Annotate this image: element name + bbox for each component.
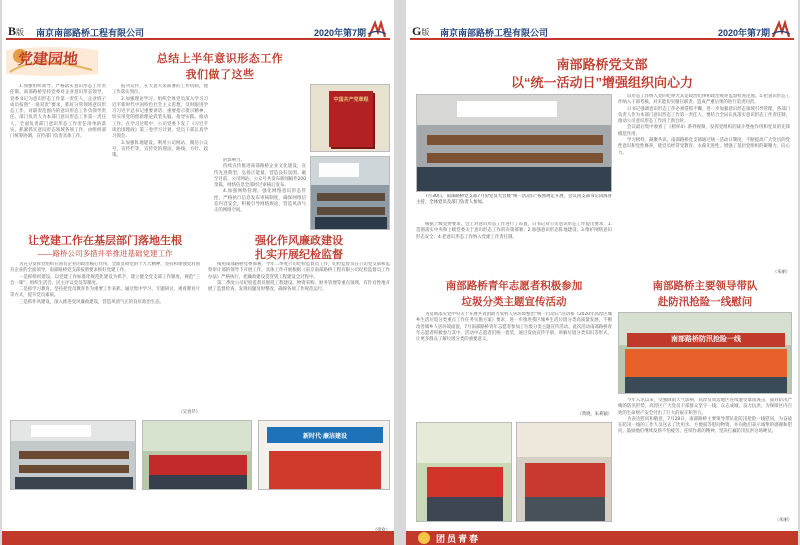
branch-photo-caption: 7月30日，南部路桥党支部7月份党员大会暨“统一活动日”按照规定开展，会议由支部书记田海青主持，全体党员及部门负责人参加。 bbox=[416, 194, 612, 206]
volunteer-title-2: 垃圾分类主题宣传活动 bbox=[461, 296, 567, 308]
event-banner-photo bbox=[258, 420, 390, 490]
supervise-title-2: 扎实开展纪检监督 bbox=[255, 249, 343, 261]
footer-bar bbox=[406, 531, 798, 545]
logo-icon bbox=[770, 18, 792, 40]
branch-text-col1: 根据上级党委要求，会上对意识形态工作进行了布置，日书记对公司意识形态工作提出要求：1.贯彻落实中央和上级党委关于意识形态工作的决策部署；2.加强意识形态阵地建设；3.维护网络意识形态安全；4.把意识形态工作纳入党建工作责任制。 bbox=[416, 222, 612, 240]
party-building-title: 让党建工作在基层部门落地生根 bbox=[28, 235, 182, 247]
issue-number: 2020年第7期 bbox=[717, 28, 770, 38]
party-building-author: （吴春芹） bbox=[178, 410, 200, 415]
book-photo bbox=[310, 84, 390, 152]
volunteer-title-1: 南部路桥青年志愿者积极参加 bbox=[445, 280, 583, 292]
branch-meeting-photo bbox=[416, 94, 612, 192]
volunteer-text: 为贯彻落实党中央关于开展共青团助力农村人居环境整治“统一行动日”活动和《2020年高淳区城乡生活垃圾分类重点工作任务实施方案》要求，进一步推进我区城乡生活垃圾分类高质量发展，不断改善城乡人居环境面貌，7月南部路桥青年志愿者参加了垃圾分类主题宣传活动。此次活动南部路桥青年志愿者积极参与其中，活动中志愿者们统一着装，通过发放宣传手册、讲解垃圾分类知识等形式，让更多群众了解垃圾分类的重要意义。 bbox=[416, 312, 612, 343]
logo-icon bbox=[366, 18, 388, 40]
version-label: G版 bbox=[412, 24, 430, 38]
headline-ideology-1: 总结上半年意识形态工作 bbox=[156, 53, 284, 65]
leader-title-2: 赴防汛抢险一线慰问 bbox=[657, 296, 753, 308]
leader-author: （朱丽） bbox=[774, 518, 792, 523]
party-meeting-photo bbox=[10, 420, 136, 490]
headline-ideology-2: 我们做了这些 bbox=[185, 69, 255, 81]
footer-title: 团员青春 bbox=[436, 535, 481, 545]
issue-number: 2020年第7期 bbox=[313, 28, 366, 38]
main-title-1: 南部路桥党支部 bbox=[556, 57, 648, 72]
supervise-title-1: 强化作风廉政建设 bbox=[255, 235, 343, 247]
leader-text: 今年入汛以来，受强降雨天气影响，高淳及周边地区连续遭受暴雨袭击，面对防汛严峻的防汛形势，高淳区广大党员干部群众坚守一线，众志成城，奋力抗洪，为保障区内百姓的生命财产安全付出了巨大的艰辛和努力。 为表达慰问和敬意，7月28日，南部路桥主要领导带队赴防汛抢险一线慰问，为奋战在防汛一线的工作人员送去了饮用水、方便面等慰问物资，并向他们表示诚挚的感谢和慰问，鼓励他们继续发扬不怕疲劳、连续作战的精神，坚决打赢防汛抗洪这场硬仗。 bbox=[618, 398, 792, 435]
theme-banner-text: 新时代·廉洁建设 bbox=[303, 434, 347, 440]
page-header bbox=[6, 24, 390, 40]
volunteer-photo-left bbox=[416, 422, 512, 522]
leader-title-1: 南部路桥主要领导带队 bbox=[652, 280, 758, 292]
meeting-photo bbox=[310, 156, 390, 230]
volunteer-group-photo bbox=[142, 420, 252, 490]
volunteer-photo-right bbox=[516, 422, 612, 522]
version-label: B版 bbox=[8, 24, 25, 38]
page-g bbox=[406, 0, 798, 545]
column-title: 党建园地 bbox=[17, 50, 79, 68]
branch-author: （朱丽） bbox=[772, 270, 790, 275]
ideology-text-col3: 的影响力。 持续宣传推进南部路桥企业文化建设，宣传先进典型，弘扬正能量，营造良好氛围。截至目前，公司网站、公众号共发布新闻稿件200余篇，网络信息全部经过审核后发布。 4.加强网络管理。强化网络意识形态管控，严格执行信息发布审核制度，确保网络信息内容安全，积极引导网络舆论，营造风清气正的网络空间。 bbox=[214, 158, 306, 214]
volunteer-author: （黄晓、朱莉颖） bbox=[577, 412, 612, 417]
supervise-text-bottom bbox=[208, 498, 390, 528]
paper-name: 南京南部路桥工程有限公司 bbox=[36, 28, 145, 38]
paper-name: 南京南部路桥工程有限公司 bbox=[440, 28, 549, 38]
party-building-text: 为充分发挥党组织在国有企业的政治核心作用，全面贯彻党的十九大精神，坚持和加强党对国有企业的全面领导，南部路桥党支部按照要求抓好党建工作。 一是抓组织建设，以党建工作标准化规范化建设为抓手，建立健全党支部工作制度，规范“三会一课”、组织生活会、民主评议党员等制度。 二是抓学习教育。坚持把党员教育作为重要工作来抓，通过集中学习、专题研讨、观看教育片等方式，提升党员素质。 三是抓作风建设，深入推进党风廉政建设，营造风清气正的良好政治生态。 bbox=[10, 262, 200, 305]
ideology-text-col1: 1.加强组织领导。严格落实意识形态工作责任制。南部路桥坚持党委对企业意识形态领导，党委书记为意识形态工作第一责任人，企业班子成员按照“一岗双责”要求，抓好分管领域意识形态工作，对职责范围内的意识形态工作负领导责任。部门负责人为本部门意识形态工作第一责任人，全面负责部门意识形态工作责任清单的落实。抓紧抓实意识形态领域各项工作，由组织部门统筹协调，宣传部门负责具体工作。 bbox=[10, 84, 106, 140]
branch-text-col2: 识形态工作纳入党的纪律尤其是政治纪律和政治规矩监督检查范围。5.把意识形态工作纳入干部考核，对未能切实履行职责、造成严重后果的进行追责问责。 日书记强调意识形态工作必须常抓不懈，进一步加强意识形态领域引导管理，各部门负责人作为本部门意识形态工作第一责任人，要结合全局认真落实意识形态工作责任制，推动公司意识形态工作再上新台阶。 会议最后集中收看了《榜样4》系列视频，发挥党组织的战斗堡垒作用和党员的先锋模范作用。 学习榜样，凝聚共识。南部路桥党支部通过统一活动日制度，不断提高广大党员的党性意识和党性修养，使党员经常受教育、永葆先进性，增强了基层党组织的凝聚力、向心力。 bbox=[618, 94, 790, 156]
footer-bar bbox=[2, 531, 394, 545]
party-building-subtitle: ——路桥公司多措并举推进基础党建工作 bbox=[37, 249, 173, 258]
flood-relief-photo bbox=[618, 312, 792, 394]
book-title: 中国共产党章程 bbox=[333, 98, 369, 103]
flood-banner: 南部路桥防汛抢险一线 bbox=[627, 333, 785, 347]
ideology-text-col2: 报刊宣传，在大意大来部署的工作机制，使工作落实到位。 2.加强理论学习。组织全体党员深入学习习近平新时代中国特色社会主义思想，及时跟进学习习近平总书记重要讲话、重要指示批示精神，切实用党的创新理论武装头脑、指导实践、推动工作。在学习过程中，公司党委下发了《习近平谈治国理政》第三卷学习计划，党员干部认真学习领会。 3.加强阵地建设。利用公司网站、微信公众号、宣传栏等，宣传党的理论、路线、方针、政策。 bbox=[112, 84, 208, 159]
page-header bbox=[410, 24, 794, 40]
footer-emblem-icon bbox=[418, 532, 430, 544]
page-b bbox=[2, 0, 394, 545]
main-title-2: 以“统一活动日”增强组织向心力 bbox=[510, 75, 693, 90]
supervise-text: 按照南部路桥党委部署，今年二季度公司纪检监督员工作，纪检监督员在公司党支部和监察审计部的领导下开展工作，具体工作开展根据《南京南部路桥工程有限公司纪检监督员工作办法》严格执行，把廉政建设贯穿到工程建设全过程中。 第二季度公司纪检监督员围绕工程建设、物资采购、财务管理等重点领域，有针对性地开展了监督检查，发现问题及时整改，确保各项工作规范运行。 bbox=[208, 262, 390, 293]
